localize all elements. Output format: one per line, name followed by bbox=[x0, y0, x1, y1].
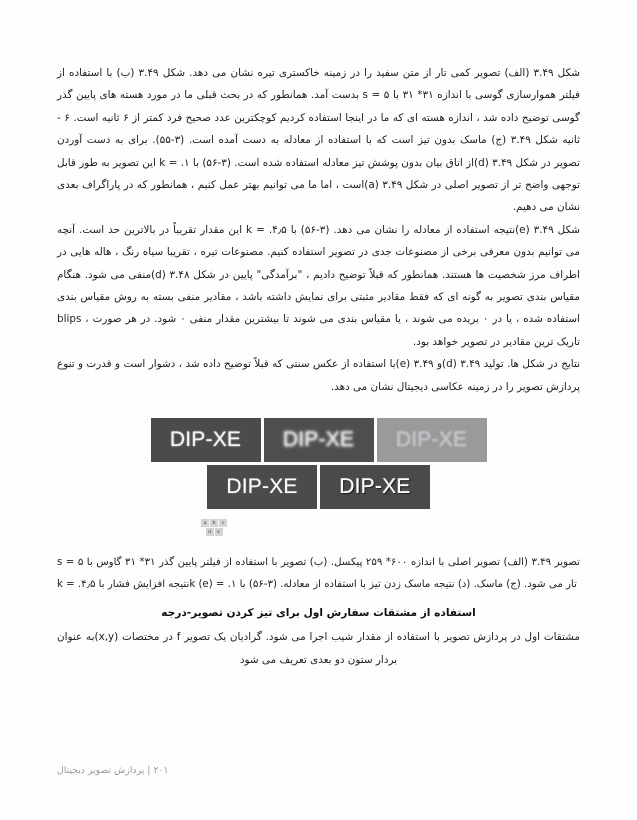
figure-sublabel-a: a bbox=[201, 519, 209, 527]
figure-panel-d-unsharp-k1 bbox=[207, 465, 317, 509]
footer-page-number: ۲۰۱ bbox=[153, 765, 169, 776]
section-paragraph: مشتقات اول در پردازش تصویر با استفاده از مقدار شیب اجرا می شود. گرادیان یک تصویر f در مختصات (x,y)به عنوان بردار ستون دو بعدی تعریف می شود bbox=[57, 631, 580, 666]
body-paragraph-3: نتایج در شکل ها. تولید ۳.۴۹ (d)و ۳.۴۹ (e)با استفاده از عکس سنتی که قبلاً توضیح داده شد ، دشوار است و قدرت و تنوع پردازش تصویر را در زمینه عکاسی دیجیتال نشان می دهد. bbox=[57, 358, 580, 393]
figure-sublabel-c: c bbox=[219, 519, 227, 527]
figure-panel-e-highboost-k45 bbox=[320, 465, 430, 509]
figure-panel-a-original bbox=[151, 418, 261, 462]
figure-sublabel-row-1 bbox=[201, 519, 227, 527]
page-footer bbox=[57, 765, 580, 776]
paragraph-2-container bbox=[57, 219, 580, 353]
section-heading: استفاده از مشتقات سفارش اول برای تیز کردن تصویر-درجه bbox=[161, 607, 476, 620]
figure-row-top bbox=[151, 418, 487, 462]
figure-sublabel-b: b bbox=[210, 519, 218, 527]
figure-caption-block bbox=[57, 552, 580, 595]
panel-e-text: DIP-XE bbox=[339, 475, 411, 499]
footer-title: پردازش تصویر دیجیتال bbox=[57, 765, 145, 776]
section-body-block bbox=[57, 626, 580, 671]
figure-caption-text: تصویر ۳.۴۹ (الف) تصویر اصلی با اندازه ۶۰۰* ۲۵۹ پیکسل. (ب) تصویر با استفاده از فیلتر پایین گذر ۳۱* ۳۱ گاوس با ۵ = s تار می شود. (ج) ماسک. (د) نتیجه ماسک زدن تیز با استفاده از معادله. (۳-۵۶) با ۱. = k (e)نتیجه افزایش فشار با ۴٫۵. = k bbox=[57, 557, 581, 590]
panel-c-text: DIP-XE bbox=[395, 428, 468, 452]
footer-separator: | bbox=[147, 765, 151, 776]
panel-a-text: DIP-XE bbox=[169, 428, 242, 452]
panel-b-text: DIP-XE bbox=[282, 428, 355, 452]
figure-row-bottom bbox=[207, 465, 430, 509]
body-paragraph-1: شکل ۳.۴۹ (الف) تصویر کمی تار از متن سفید را در زمینه خاکستری تیره نشان می دهد. شکل ۳.۴۹ (ب) با استفاده از فیلتر هموارسازی گوسی با اندازه ۳۱* ۳۱ با ۵ = s بدست آمد. همانطور که در بحث قبلی ما در مورد هسته های پایین گذر گوسی توضیح داده شد ، اندازه هسته ای که ما در اینجا استفاده کردیم کوچکترین عدد صحیح فرد کمتر از ۶ ثانیه است. ۶ - ثانیه شکل ۳.۴۹ (ج) ماسک بدون تیز است که با استفاده از معادله به دست آمده است. (۳-۵۵). برای به دست آوردن تصویر در شکل ۳.۴۹ (d)از اتاق بیان بدون پوشش تیز معادله استفاده شده است. (۳-۵۶) با ۱. = k این تصویر به طور قابل توجهی واضح تر از تصویر اصلی در شکل ۳.۴۹ (a)است ، اما ما می توانیم بهتر عمل کنیم ، همانطور که در پاراگراف بعدی نشان می دهیم. bbox=[57, 67, 581, 214]
body-paragraph-2: شکل ۳.۴۹ (e)نتیجه استفاده از معادله را نشان می دهد. (۳-۵۶) با ۴٫۵. = k این مقدار تقریباً در بالاترین حد است. آنچه می توانیم بدون معرفی برخی از مصنوعات جدی در تصویر استفاده کنیم. مصنوعات تیره ، تقریبا سیاه رنگ ، هاله هایی در اطراف مرز شخصیت ها هستند. همانطور که قبلاً توضیح دادیم ، "برآمدگی" پایین در شکل ۳.۴۸ (d)منفی می شود. هنگام مقیاس بندی تصویر به گونه ای که فقط مقادیر مثبتی برای نمایش داشته باشد ، مقادیر منفی بسته به روش مقیاس بندی استفاده شده ، یا در ۰ بریده می شوند ، یا مقیاس بندی می شوند تا بیشترین مقدار منفی ۰ شود. در هر صورت ، blips تاریک ترین مقادیر در تصویر خواهد بود. bbox=[57, 223, 581, 348]
figure-panel-c-mask bbox=[377, 418, 487, 462]
figure-sublabel-d: d bbox=[206, 528, 214, 536]
paragraph-3-container bbox=[57, 353, 580, 398]
figure-panel-b-gaussian-blur bbox=[264, 418, 374, 462]
figure-sublabel-row-2 bbox=[201, 528, 227, 536]
figure-sublabel-e: e bbox=[215, 528, 223, 536]
figure-3-49 bbox=[57, 418, 580, 536]
figure-sublabel-grid bbox=[201, 519, 227, 536]
paragraph-1-container bbox=[57, 62, 580, 219]
body-text-block bbox=[57, 62, 580, 398]
panel-d-text: DIP-XE bbox=[226, 475, 298, 499]
